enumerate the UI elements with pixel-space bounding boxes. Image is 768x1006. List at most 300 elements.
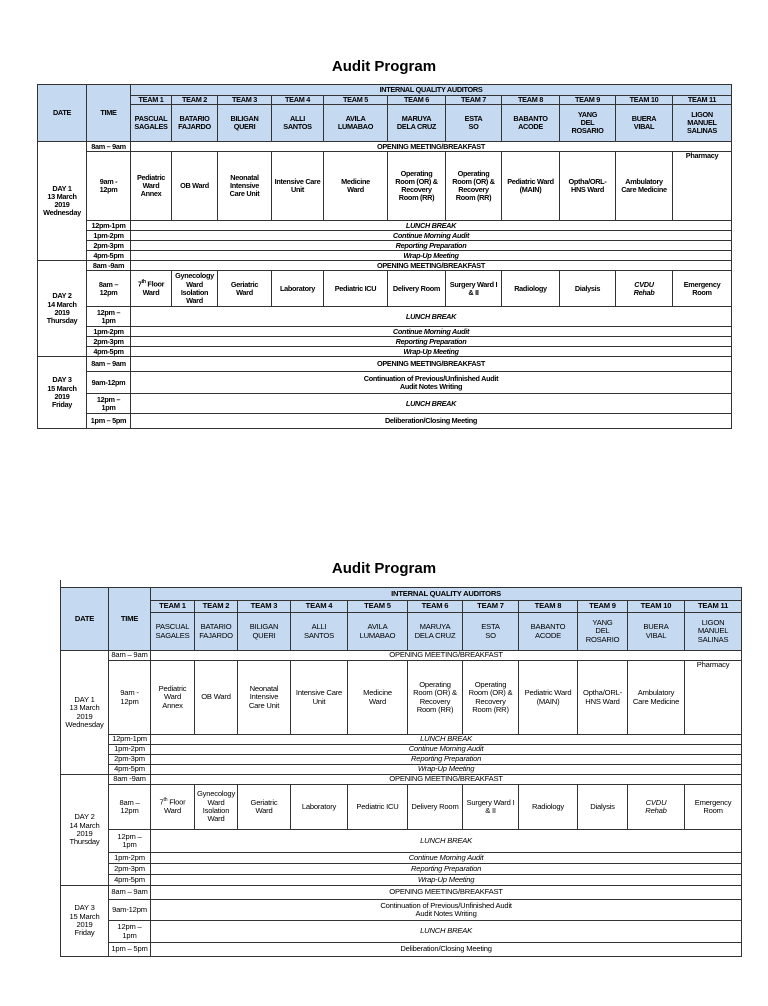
text-line: 14 March — [69, 820, 100, 830]
audit-area-line: Care Medicine — [621, 185, 667, 195]
wrap-up-meeting: Wrap-Up Meeting — [151, 765, 742, 775]
auditors-header: INTERNAL QUALITY AUDITORS — [131, 85, 732, 96]
text-line: ESTA — [464, 114, 483, 123]
text-line: BABANTO — [513, 114, 548, 123]
team-label: TEAM 11 — [685, 601, 742, 613]
text-line: DELA CRUZ — [396, 122, 437, 132]
audit-area — [560, 152, 616, 221]
time-slot — [109, 830, 151, 853]
text-line: DAY 1 — [74, 694, 95, 704]
team-members — [408, 613, 463, 651]
floor-number: 7 — [159, 797, 164, 807]
audit-area-line: Neonatal — [249, 683, 279, 693]
opening-meeting: OPENING MEETING/BREAKFAST — [131, 357, 732, 372]
wrap-up-meeting: Wrap-Up Meeting — [131, 347, 732, 357]
text-line: BUERA — [631, 114, 657, 123]
team-label: TEAM 11 — [673, 96, 732, 105]
team-label: TEAM 5 — [324, 96, 388, 105]
lunch-break: LUNCH BREAK — [131, 394, 732, 414]
audit-area-line: Pediatric — [158, 683, 187, 693]
team-members — [560, 105, 616, 142]
audit-area — [502, 152, 560, 221]
continue-audit: Continue Morning Audit — [151, 745, 742, 755]
text-line: VIBAL — [633, 122, 655, 132]
time-slot: 4pm-5pm — [109, 765, 151, 775]
audit-area — [446, 271, 502, 307]
audit-area-line: Room (RR) — [455, 193, 492, 203]
team-members — [272, 105, 324, 142]
audit-area — [519, 661, 578, 735]
audit-area-line: Isolation — [180, 287, 209, 297]
time-slot: 9am-12pm — [87, 372, 131, 394]
audit-area-line: Ward — [186, 279, 203, 289]
audit-area — [272, 152, 324, 221]
text-line: DEL — [580, 118, 595, 127]
time-slot-line: 12pm — [120, 696, 139, 706]
text-line: 13 March — [69, 703, 100, 713]
text-line: ALLI — [311, 622, 327, 632]
text-line: DEL — [595, 626, 610, 636]
team-members — [131, 105, 172, 142]
audit-area: Laboratory — [291, 785, 348, 830]
text-line: MANUEL — [687, 118, 717, 127]
day2-date — [38, 261, 87, 357]
time-slot: 8am – 9am — [87, 357, 131, 372]
audit-area-line: Annex — [162, 700, 183, 710]
audit-area-line: Rehab — [633, 287, 655, 297]
text-line: SANTOS — [304, 630, 334, 640]
wrap-up-meeting: Wrap-Up Meeting — [151, 875, 742, 886]
text-line: ESTA — [481, 622, 500, 632]
audit-area-line: Ward — [368, 696, 387, 706]
audit-area — [348, 661, 408, 735]
audit-area — [673, 271, 732, 307]
floor-text: Floor — [145, 279, 165, 289]
lunch-break: LUNCH BREAK — [131, 307, 732, 327]
text-line: 2019 — [54, 391, 70, 401]
text-line: LIGON — [691, 109, 713, 119]
team-label: TEAM 9 — [578, 601, 628, 613]
continue-audit: Continue Morning Audit — [151, 853, 742, 864]
team-label: TEAM 10 — [616, 96, 673, 105]
text-line: 15 March — [47, 383, 77, 393]
floor-number: 7 — [137, 279, 142, 289]
audit-area-line: Operating — [474, 679, 507, 689]
audit-area-line: Room (OR) & — [413, 688, 457, 698]
audit-area: Pharmacy — [685, 661, 742, 735]
text-line: AVILA — [345, 114, 366, 123]
text-line: BATARIO — [179, 114, 210, 123]
day3-date — [61, 886, 109, 957]
time-slot-line: 12pm – — [96, 307, 121, 317]
time-slot: 8am – 9am — [109, 651, 151, 661]
continuation-audit-line: Continuation of Previous/Unfinished Audit — [363, 373, 499, 383]
text-line: BATARIO — [200, 622, 232, 632]
text-line: BUERA — [643, 622, 669, 632]
audit-area-line: Room — [703, 806, 723, 815]
text-line: FAJARDO — [199, 630, 233, 640]
audit-area-line: Operating — [457, 168, 490, 178]
audit-area — [291, 661, 348, 735]
time-slot — [109, 785, 151, 830]
page-title: Audit Program — [331, 58, 437, 75]
time-slot-line: 9am - — [99, 177, 118, 186]
time-slot-line: 9am - — [120, 688, 139, 698]
text-line: ROSARIO — [571, 126, 604, 136]
time-slot — [109, 921, 151, 943]
team-members — [673, 105, 732, 142]
text-line: PASCUAL — [134, 114, 168, 123]
text-line: BABANTO — [530, 622, 566, 632]
text-line: LUMABAO — [337, 122, 374, 132]
team-label: TEAM 5 — [348, 601, 408, 613]
text-line: 2019 — [76, 829, 93, 838]
time-slot: 4pm-5pm — [87, 251, 131, 261]
team-members — [446, 105, 502, 142]
time-slot: 4pm-5pm — [87, 347, 131, 357]
text-line: QUERI — [252, 630, 276, 640]
time-slot-line: 1pm — [122, 840, 137, 849]
team-label: TEAM 6 — [408, 601, 463, 613]
time-slot-line: 1pm — [122, 930, 137, 940]
time-slot: 8am -9am — [87, 261, 131, 271]
audit-area — [446, 152, 502, 221]
audit-area-line: Room (OR) & — [468, 688, 513, 698]
audit-area-line: Gynecology — [175, 271, 214, 281]
team-members — [628, 613, 685, 651]
audit-program-table — [37, 84, 732, 429]
audit-area — [151, 785, 195, 830]
audit-area-line: Room — [692, 287, 712, 297]
audit-area — [628, 661, 685, 735]
audit-area-line: Ward — [186, 295, 203, 305]
lunch-break: LUNCH BREAK — [151, 830, 742, 853]
audit-area-line: Room (OR) & — [452, 177, 495, 186]
audit-area-line: Room (RR) — [398, 193, 435, 203]
continuation-audit-line: Audit Notes Writing — [399, 381, 463, 391]
text-line: BILIGAN — [249, 622, 279, 632]
team-label: TEAM 2 — [195, 601, 238, 613]
team-members — [218, 105, 272, 142]
audit-area — [172, 271, 218, 307]
text-line: AVILA — [367, 622, 388, 632]
text-line: YANG — [577, 109, 598, 119]
team-label: TEAM 3 — [218, 96, 272, 105]
lunch-break: LUNCH BREAK — [151, 921, 742, 943]
team-members — [463, 613, 519, 651]
date-header: DATE — [38, 85, 87, 142]
text-line: Wednesday — [65, 719, 104, 729]
text-line: DAY 3 — [74, 903, 95, 913]
time-slot: 1pm – 5pm — [87, 414, 131, 429]
reporting-preparation: Reporting Preparation — [131, 337, 732, 347]
audit-area-line: Emergency — [683, 279, 721, 289]
audit-area-line: Neonatal — [230, 172, 259, 182]
text-line: SANTOS — [283, 122, 312, 132]
day3-date — [38, 357, 87, 429]
text-line: 2019 — [54, 200, 70, 210]
text-line: FAJARDO — [178, 122, 211, 132]
audit-area — [388, 152, 446, 221]
audit-area-line: Operating — [419, 679, 451, 689]
audit-area-line: Intensive — [230, 181, 259, 190]
team-members — [291, 613, 348, 651]
time-slot: 1pm – 5pm — [109, 943, 151, 957]
audit-area-line: Room (RR) — [472, 704, 509, 714]
team-label: TEAM 4 — [272, 96, 324, 105]
audit-area-line: Rehab — [645, 806, 667, 815]
audit-area-line: Room (OR) & — [395, 177, 438, 186]
time-slot-line: 12pm – — [117, 922, 142, 932]
floor-suffix: th — [163, 797, 168, 804]
audit-area — [408, 661, 463, 735]
time-slot: 1pm-2pm — [109, 853, 151, 864]
audit-area-line: Medicine — [341, 177, 370, 186]
time-slot — [87, 271, 131, 307]
audit-area-line: Operating — [400, 168, 433, 178]
text-line: ACODE — [534, 630, 561, 640]
team-members — [519, 613, 578, 651]
time-slot — [87, 152, 131, 221]
audit-area — [628, 785, 685, 830]
audit-area — [238, 785, 291, 830]
audit-area-line: Ward — [236, 287, 253, 297]
floor-suffix: th — [141, 279, 146, 286]
team-members — [324, 105, 388, 142]
audit-area-line: Gynecology — [196, 789, 236, 799]
team-label: TEAM 7 — [446, 96, 502, 105]
audit-area — [195, 785, 238, 830]
audit-area — [616, 271, 673, 307]
audit-area — [616, 152, 673, 221]
audit-area-line: Surgery Ward I — [449, 279, 498, 289]
text-line: 13 March — [47, 192, 77, 201]
auditors-header: INTERNAL QUALITY AUDITORS — [151, 588, 742, 601]
audit-area-line: Ward — [142, 181, 160, 190]
time-slot — [87, 307, 131, 327]
audit-area-line: Intensive Care — [274, 177, 321, 186]
audit-area-line: Intensive — [249, 692, 279, 702]
text-line: SO — [485, 630, 496, 640]
audit-area-line: & II — [485, 806, 496, 815]
reporting-preparation: Reporting Preparation — [131, 241, 732, 251]
team-label: TEAM 7 — [463, 601, 519, 613]
audit-area-line: Surgery Ward I — [466, 797, 515, 807]
time-slot: 8am -9am — [109, 775, 151, 785]
text-line: Friday — [74, 928, 95, 938]
audit-area-line: (MAIN) — [536, 696, 560, 706]
time-header: TIME — [109, 588, 151, 651]
deliberation-closing: Deliberation/Closing Meeting — [131, 414, 732, 429]
team-label: TEAM 6 — [388, 96, 446, 105]
audit-area — [463, 785, 519, 830]
team-label: TEAM 1 — [131, 96, 172, 105]
audit-area-line: & II — [468, 287, 479, 297]
audit-area-line: Unit — [291, 185, 304, 195]
text-line: DAY 2 — [74, 812, 95, 822]
audit-area — [238, 661, 291, 735]
text-line: 14 March — [47, 299, 77, 309]
time-slot: 4pm-5pm — [109, 875, 151, 886]
audit-area-line: Emergency — [694, 797, 732, 807]
team-members — [388, 105, 446, 142]
text-line: LIGON — [701, 617, 725, 627]
team-label: TEAM 4 — [291, 601, 348, 613]
audit-area-line: Care Medicine — [632, 696, 680, 706]
day1-date — [38, 142, 87, 261]
audit-area — [324, 152, 388, 221]
text-line: Wednesday — [43, 208, 81, 218]
audit-area-line: Geriatric — [230, 279, 259, 289]
time-slot — [87, 394, 131, 414]
opening-meeting: OPENING MEETING/BREAKFAST — [151, 651, 742, 661]
time-slot-line: 8am – — [119, 797, 140, 807]
time-slot: 1pm-2pm — [87, 231, 131, 241]
audit-area: Dialysis — [560, 271, 616, 307]
text-line: Thursday — [69, 837, 100, 847]
continuation-audit-line: Audit Notes Writing — [415, 909, 477, 918]
audit-area-line: Pediatric Ward — [507, 177, 554, 186]
text-line: DAY 2 — [52, 291, 72, 301]
time-slot: 2pm-3pm — [87, 337, 131, 347]
text-line: LUMABAO — [359, 630, 396, 640]
audit-area-line: Ward — [207, 797, 225, 807]
lunch-break: LUNCH BREAK — [151, 735, 742, 745]
time-slot-line: 8am – — [98, 279, 119, 289]
audit-area: Dialysis — [578, 785, 628, 830]
floor-text: Ward — [142, 287, 160, 297]
text-line: YANG — [592, 617, 613, 627]
team-label: TEAM 3 — [238, 601, 291, 613]
audit-area: Pharmacy — [673, 152, 732, 221]
team-members — [195, 613, 238, 651]
time-slot-line: 12pm — [99, 287, 118, 297]
audit-area: OB Ward — [195, 661, 238, 735]
audit-area-line: Ambulatory — [637, 688, 675, 698]
floor-text: Floor — [167, 797, 186, 807]
text-line: ROSARIO — [585, 634, 620, 644]
audit-area-line: Unit — [312, 696, 326, 706]
team-label: TEAM 8 — [502, 96, 560, 105]
continue-audit: Continue Morning Audit — [131, 231, 732, 241]
audit-area — [685, 785, 742, 830]
opening-meeting: OPENING MEETING/BREAKFAST — [151, 775, 742, 785]
text-line: QUERI — [233, 122, 256, 132]
audit-area: Pediatric ICU — [348, 785, 408, 830]
text-line: DAY 1 — [52, 183, 72, 193]
continuation-audit — [131, 372, 732, 394]
text-line: DAY 3 — [52, 375, 72, 385]
audit-area-line: CVDU — [645, 797, 667, 807]
audit-area — [131, 152, 172, 221]
time-slot: 2pm-3pm — [109, 755, 151, 765]
reporting-preparation: Reporting Preparation — [151, 864, 742, 875]
audit-area-line: Ward — [255, 806, 273, 815]
audit-area-line: Ward — [163, 692, 182, 702]
lunch-break: LUNCH BREAK — [131, 221, 732, 231]
audit-area-line: Optha/ORL- — [583, 688, 622, 698]
audit-area — [218, 152, 272, 221]
team-members — [348, 613, 408, 651]
time-slot-line: 1pm — [101, 402, 116, 412]
audit-area: Delivery Room — [388, 271, 446, 307]
time-slot: 12pm-1pm — [87, 221, 131, 231]
audit-area: Radiology — [502, 271, 560, 307]
audit-area — [151, 661, 195, 735]
time-slot: 2pm-3pm — [87, 241, 131, 251]
floor-text: Ward — [163, 806, 182, 816]
audit-area-line: Geriatric — [250, 797, 278, 807]
time-slot-line: 12pm – — [117, 831, 142, 841]
team-members — [685, 613, 742, 651]
text-line: SALINAS — [687, 126, 717, 136]
page-title: Audit Program — [331, 560, 437, 577]
day2-date — [61, 775, 109, 886]
continue-audit: Continue Morning Audit — [131, 327, 732, 337]
time-slot: 1pm-2pm — [87, 327, 131, 337]
text-line: 2019 — [76, 711, 93, 721]
time-slot-line: 12pm — [99, 185, 118, 195]
audit-area-line: Care Unit — [248, 700, 280, 710]
text-line: SALINAS — [697, 634, 729, 644]
audit-area-line: Medicine — [363, 688, 392, 698]
audit-area-line: Isolation — [202, 806, 230, 815]
audit-area-line: (MAIN) — [519, 185, 542, 195]
time-slot-line: 1pm — [101, 315, 116, 325]
audit-area — [218, 271, 272, 307]
team-label: TEAM 10 — [628, 601, 685, 613]
text-line: PASCUAL — [155, 622, 190, 632]
audit-area-line: Intensive Care — [295, 688, 343, 698]
date-header: DATE — [61, 588, 109, 651]
audit-area — [463, 661, 519, 735]
text-line: 2019 — [76, 920, 93, 929]
opening-meeting: OPENING MEETING/BREAKFAST — [131, 142, 732, 152]
team-label: TEAM 9 — [560, 96, 616, 105]
text-line: VIBAL — [645, 630, 667, 640]
time-slot: 8am – 9am — [87, 142, 131, 152]
team-members — [616, 105, 673, 142]
text-line: SO — [468, 122, 479, 132]
audit-area-line: Annex — [140, 189, 162, 199]
time-slot: 12pm-1pm — [109, 735, 151, 745]
opening-meeting: OPENING MEETING/BREAKFAST — [131, 261, 732, 271]
audit-area-line: Recovery — [475, 696, 506, 706]
audit-area-line: Recovery — [419, 696, 451, 706]
text-line: SAGALES — [155, 630, 190, 640]
team-members — [172, 105, 218, 142]
audit-area — [578, 661, 628, 735]
reporting-preparation: Reporting Preparation — [151, 755, 742, 765]
text-line: ALLI — [289, 114, 305, 123]
audit-area-line: Room (RR) — [416, 704, 454, 714]
wrap-up-meeting: Wrap-Up Meeting — [131, 251, 732, 261]
audit-area: OB Ward — [172, 152, 218, 221]
audit-area-line: CVDU — [634, 279, 654, 289]
audit-area-line: Pediatric — [136, 172, 166, 182]
text-line: MANUEL — [697, 626, 729, 636]
time-slot-line: 12pm — [120, 806, 139, 815]
audit-area: Pediatric ICU — [324, 271, 388, 307]
audit-area-line: HNS Ward — [570, 185, 604, 195]
text-line: MARUYA — [401, 114, 432, 123]
audit-program-table — [60, 587, 742, 957]
team-members — [238, 613, 291, 651]
time-header: TIME — [87, 85, 131, 142]
team-label: TEAM 8 — [519, 601, 578, 613]
text-line: Thursday — [46, 315, 78, 325]
audit-area-line: Pediatric Ward — [524, 688, 572, 698]
